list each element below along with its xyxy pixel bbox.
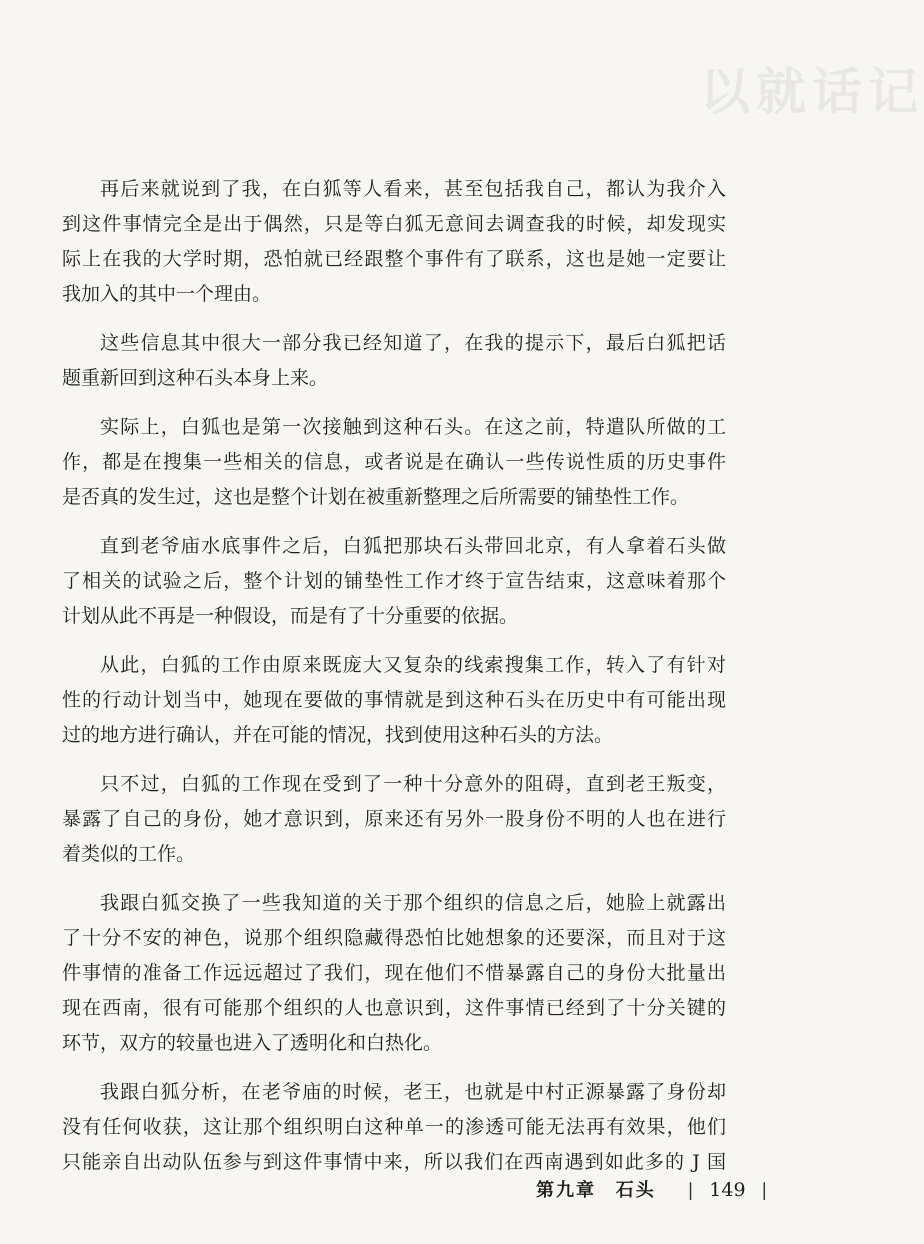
text-line: 没有任何收获，这让那个组织明白这种单一的渗透可能无法再有效果，他们	[62, 1116, 726, 1138]
text-line: 我跟白狐交换了一些我知道的关于那个组织的信息之后，她脸上就露出	[100, 892, 726, 914]
footer-separator-end: |	[761, 1180, 768, 1201]
paragraph-2	[62, 326, 726, 396]
paragraph-7	[62, 886, 726, 1061]
text-line: 我加入的其中一个理由。	[62, 283, 272, 305]
text-line: 这些信息其中很大一部分我已经知道了，在我的提示下，最后白狐把话	[100, 332, 726, 354]
text-line: 性的行动计划当中，她现在要做的事情就是到这种石头在历史中有可能出现	[62, 689, 726, 711]
paragraph-4	[62, 529, 726, 634]
text-line: 暴露了自己的身份，她才意识到，原来还有另外一股身份不明的人也在进行	[62, 808, 726, 830]
bleed-through-title: 以就话记	[700, 62, 924, 121]
chapter-label: 第九章	[536, 1180, 596, 1201]
text-line: 过的地方进行确认，并在可能的情况，找到使用这种石头的方法。	[62, 724, 614, 746]
text-line: 是否真的发生过，这也是整个计划在被重新整理之后所需要的铺垫性工作。	[62, 486, 690, 508]
page-number: 149	[709, 1179, 746, 1201]
section-label: 石头	[615, 1180, 656, 1201]
text-line: 着类似的工作。	[62, 843, 196, 865]
text-line: 作，都是在搜集一些相关的信息，或者说是在确认一些传说性质的历史事件	[62, 451, 726, 473]
text-line: 实际上，白狐也是第一次接触到这种石头。在这之前，特遣队所做的工	[100, 416, 726, 438]
paragraph-5	[62, 648, 726, 753]
body-text	[62, 172, 726, 1194]
text-line: 了相关的试验之后，整个计划的铺垫性工作才终于宣告结束，这意味着那个	[62, 570, 726, 592]
text-line: 件事情的准备工作远远超过了我们，现在他们不惜暴露自己的身份大批量出	[62, 962, 726, 984]
text-line: 计划从此不再是一种假设，而是有了十分重要的依据。	[62, 605, 519, 627]
text-line: 只能亲自出动队伍参与到这件事情中来，所以我们在西南遇到如此多的 J 国	[62, 1151, 726, 1173]
text-line: 际上在我的大学时期，恐怕就已经跟整个事件有了联系，这也是她一定要让	[62, 248, 726, 270]
paragraph-3	[62, 410, 726, 515]
text-line: 现在西南，很有可能那个组织的人也意识到，这件事情已经到了十分关键的	[62, 997, 726, 1019]
text-line: 我跟白狐分析，在老爷庙的时候，老王，也就是中村正源暴露了身份却	[100, 1081, 726, 1103]
footer-separator: |	[687, 1180, 694, 1201]
text-line: 从此，白狐的工作由原来既庞大又复杂的线索搜集工作，转入了有针对	[100, 654, 726, 676]
paragraph-8	[62, 1075, 726, 1180]
text-line: 题重新回到这种石头本身上来。	[62, 367, 329, 389]
text-line: 直到老爷庙水底事件之后，白狐把那块石头带回北京，有人拿着石头做	[100, 535, 726, 557]
text-line: 环节，双方的较量也进入了透明化和白热化。	[62, 1032, 443, 1054]
text-line: 再后来就说到了我，在白狐等人看来，甚至包括我自己，都认为我介入	[100, 178, 726, 200]
paragraph-1	[62, 172, 726, 312]
text-line: 只不过，白狐的工作现在受到了一种十分意外的阻碍，直到老王叛变，	[100, 773, 726, 795]
paragraph-6	[62, 767, 726, 872]
text-line: 到这件事情完全是出于偶然，只是等白狐无意间去调查我的时候，却发现实	[62, 213, 726, 235]
page-footer	[536, 1176, 767, 1202]
text-line: 了十分不安的神色，说那个组织隐藏得恐怕比她想象的还要深，而且对于这	[62, 927, 726, 949]
